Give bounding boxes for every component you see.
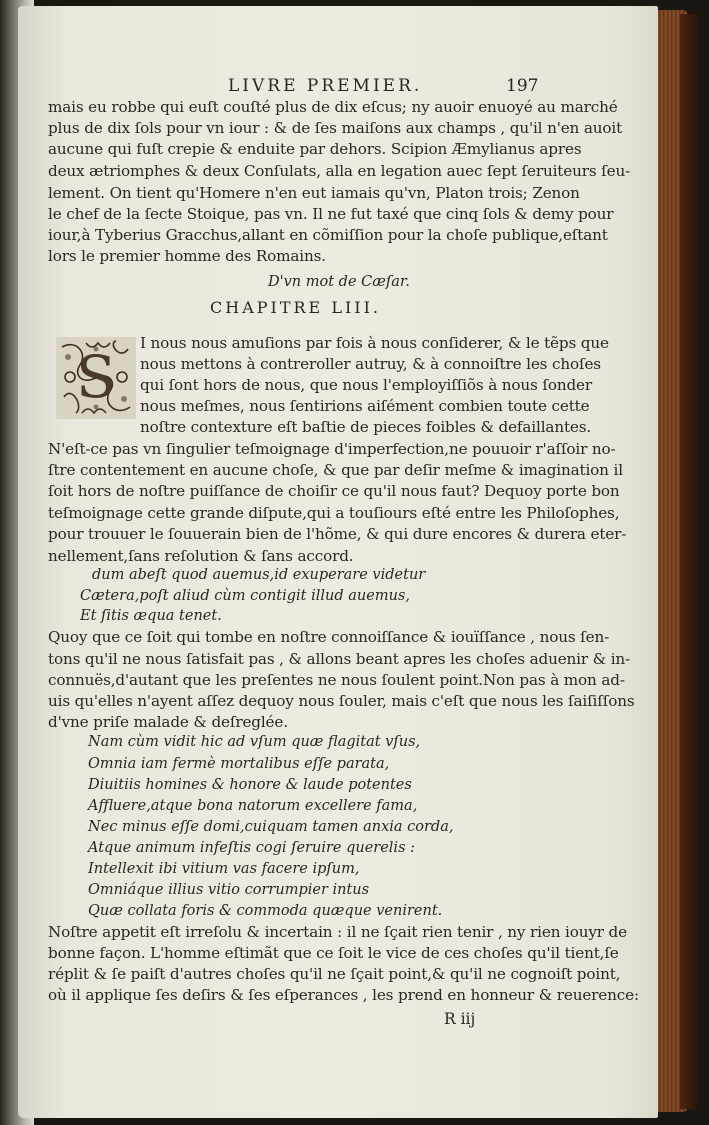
verse-line: Quæ collata foris & commoda quæque venirent. xyxy=(88,903,443,919)
running-header: LIVRE PREMIER. xyxy=(228,76,423,96)
verse-line: Omniáque illius vitio corrumpier intus xyxy=(88,882,370,898)
text-line: pour trouuer le ſouuerain bien de l'hõme, & qui dure encores & durera eter- xyxy=(48,525,627,543)
verse-line: Atque animum infeſtis cogi ſeruire querelis : xyxy=(88,840,416,856)
text-line: noſtre contexture eſt baſtie de pieces foibles & defaillantes. xyxy=(140,418,592,436)
text-line: le chef de la ſecte Stoique, pas vn. Il ne fut taxé que cinq ſols & demy pour xyxy=(48,205,614,223)
verse-line: Nam cùm vidit hic ad vſum quæ flagitat vſus, xyxy=(88,734,421,750)
verse-line: Nec minus eſſe domi,cuiquam tamen anxia corda, xyxy=(88,819,454,835)
text-line: ſoit hors de noſtre puiſſance de choiſir ce qu'il nous faut? Dequoy porte bon xyxy=(48,482,620,500)
dropcap-letter: S xyxy=(76,343,116,411)
text-line: lement. On tient qu'Homere n'en eut iamais qu'vn, Platon trois; Zenon xyxy=(48,184,580,202)
chapter-heading: CHAPITRE LIII. xyxy=(210,298,381,317)
verse-line: Intellexit ibi vitium vas facere ipſum, xyxy=(88,861,360,877)
text-line: deux ætriomphes & deux Conſulats, alla en legation auec ſept ſeruiteurs ſeu- xyxy=(48,162,631,180)
text-line: teſmoignage cette grande diſpute,qui a touſiours eſté entre les Philoſophes, xyxy=(48,504,620,522)
text-line: nous meſmes, nous ſentirions aiſément combien toute cette xyxy=(140,397,590,415)
text-line: connuës,d'autant que les preſentes ne nous ſoulent point.Non pas à mon ad- xyxy=(48,671,625,689)
text-line: d'vne priſe malade & deſreglée. xyxy=(48,713,288,731)
text-line: Quoy que ce ſoit qui tombe en noſtre connoiſſance & iouïſſance , nous ſen- xyxy=(48,628,610,646)
verse-line: Diuitiis homines & honore & laude potentes xyxy=(88,777,412,793)
chapter-subtitle: D'vn mot de Cæſar. xyxy=(268,274,410,290)
verse-line: dum abeſt quod auemus,id exuperare videtur xyxy=(92,567,426,583)
signature-mark: R iij xyxy=(444,1010,476,1028)
text-line: réplit & ſe paiſt d'autres choſes qu'il ne ſçait point,& qu'il ne cognoiſt point, xyxy=(48,965,621,983)
text-line: ſtre contentement en aucune choſe, & que par deſir meſme & imagination il xyxy=(48,461,623,479)
text-line: nous mettons à contreroller autruy, & à connoiſtre les choſes xyxy=(140,355,601,373)
verse-line: Affluere,atque bona natorum excellere fama, xyxy=(88,798,418,814)
text-line: plus de dix ſols pour vn iour : & de ſes maiſons aux champs , qu'il n'en auoit xyxy=(48,119,623,137)
verse-line: Et ſitis æqua tenet. xyxy=(80,608,222,624)
text-line: bonne façon. L'homme eſtimãt que ce ſoit le vice de ces choſes qu'il tient,ſe xyxy=(48,944,619,962)
text-line: I nous nous amuſions par fois à nous conſiderer, & le tẽps que xyxy=(140,334,609,352)
book-cover-edge xyxy=(680,14,698,1109)
text-line: uis qu'elles n'ayent aſſez dequoy nous ſouler, mais c'eſt que nous les ſaiſiſſons xyxy=(48,692,635,710)
text-line: lors le premier homme des Romains. xyxy=(48,247,326,265)
text-line: nellement,ſans reſolution & ſans accord. xyxy=(48,547,354,565)
text-line: tons qu'il ne nous ſatisfait pas , & allons beant apres les choſes aduenir & in- xyxy=(48,650,631,668)
text-line: N'eſt-ce pas vn ſingulier teſmoignage d'imperfection,ne pouuoir r'aſſoir no- xyxy=(48,440,616,458)
verse-line: Omnia iam fermè mortalibus eſſe parata, xyxy=(88,756,390,772)
text-line: aucune qui fuſt crepie & enduite par dehors. Scipion Æmylianus apres xyxy=(48,140,582,158)
text-line: iour,à Tyberius Gracchus,allant en cõmiſſion pour la choſe publique,eſtant xyxy=(48,226,608,244)
verse-line: Cætera,poſt aliud cùm contigit illud auemus, xyxy=(80,588,410,604)
text-line: qui ſont hors de nous, que nous l'employiſſiõs à nous ſonder xyxy=(140,376,592,394)
text-line: où il applique ſes deſirs & ſes eſperances , les prend en honneur & reuerence: xyxy=(48,986,639,1004)
text-line: Noſtre appetit eſt irreſolu & incertain : il ne ſçait rien tenir , ny rien iouyr de xyxy=(48,923,627,941)
page-number: 197 xyxy=(506,76,539,96)
text-line: mais eu robbe qui euſt couſté plus de dix eſcus; ny auoir enuoyé au marché xyxy=(48,98,618,116)
ornamental-dropcap xyxy=(56,337,136,419)
